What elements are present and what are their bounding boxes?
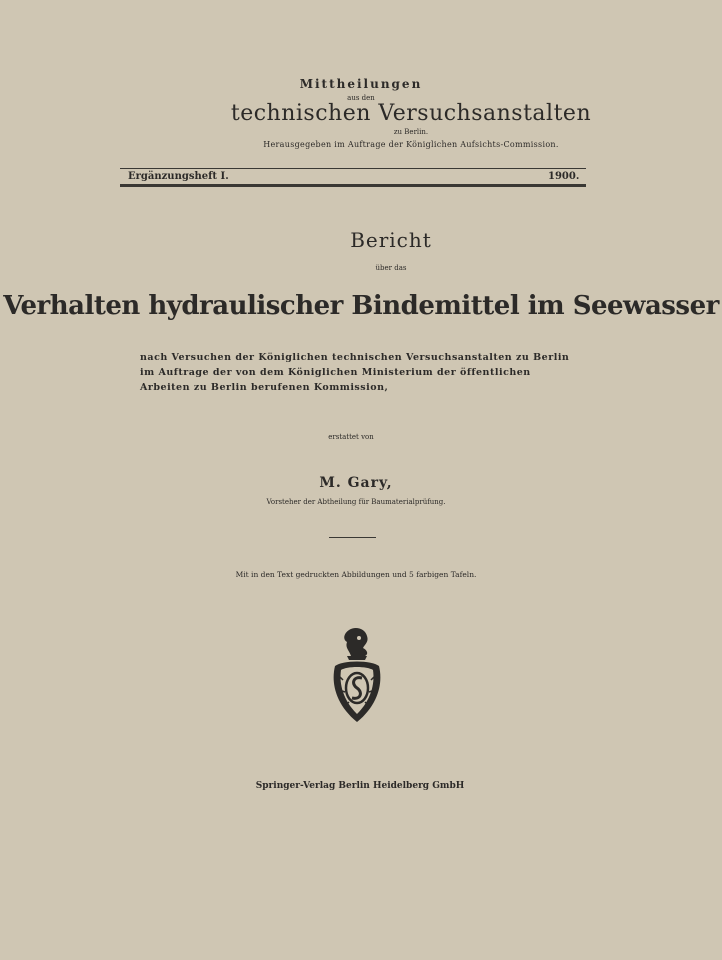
- issue-label: Ergänzungsheft I.: [128, 171, 229, 182]
- issue-year: 1900.: [548, 171, 580, 182]
- publisher-logo-icon: [329, 626, 385, 730]
- report-heading: Bericht: [350, 228, 432, 252]
- series-location: zu Berlin.: [393, 128, 429, 136]
- series-line-1: Mittheilungen: [299, 77, 423, 91]
- illustrations-note: Mit in den Text gedruckten Abbildungen und 5 farbigen Tafeln.: [235, 570, 477, 579]
- description-line: im Auftrage der von dem Königlichen Ministerium der öffentlichen: [140, 367, 531, 378]
- series-line-2: aus den: [347, 94, 375, 102]
- main-title: Verhalten hydraulischer Bindemittel im Seewasser: [3, 291, 719, 321]
- description: [140, 350, 580, 395]
- publisher-name: Springer-Verlag Berlin Heidelberg GmbH: [255, 781, 465, 791]
- description-line: Arbeiten zu Berlin berufenen Kommission,: [140, 382, 389, 393]
- series-title: technischen Versuchsanstalten: [230, 101, 592, 126]
- short-divider: [329, 537, 376, 538]
- by-label: erstattet von: [328, 433, 374, 441]
- divider-top: [120, 168, 586, 169]
- author-name: M. Gary,: [319, 475, 393, 491]
- series-editor: Herausgegeben im Auftrage der Königlichen Aufsichts-Commission.: [263, 140, 559, 149]
- author-role: Vorsteher der Abtheilung für Baumaterialprüfung.: [266, 498, 446, 506]
- report-preposition: über das: [375, 264, 407, 272]
- divider-bottom: [120, 184, 586, 187]
- description-line: nach Versuchen der Königlichen technischen Versuchsanstalten zu Berlin: [140, 352, 570, 363]
